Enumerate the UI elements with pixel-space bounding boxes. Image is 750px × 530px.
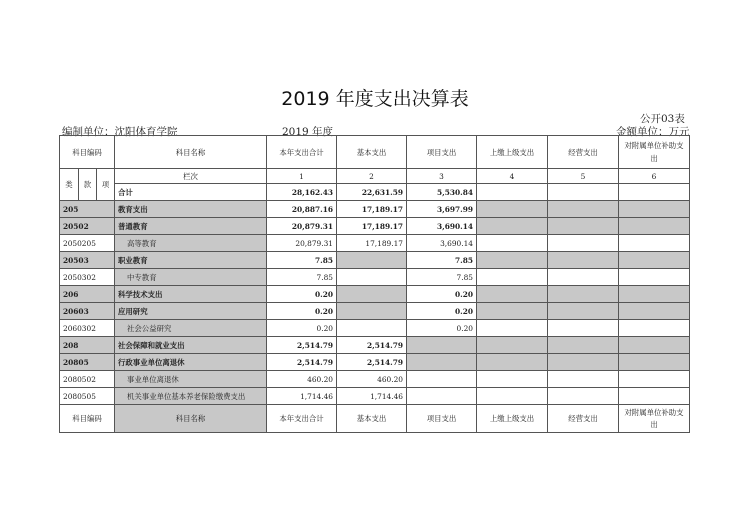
- row-project: 0.20: [407, 320, 477, 337]
- row-project: 3,690.14: [407, 235, 477, 252]
- page-title: 2019 年度支出决算表: [281, 88, 469, 110]
- row-name: 社会保障和就业支出: [115, 337, 267, 354]
- total-label: 合计: [115, 184, 267, 201]
- table-row: [60, 252, 690, 269]
- total-row: [60, 184, 690, 201]
- row-basic: [337, 269, 407, 286]
- header-business: 经营支出: [548, 136, 619, 169]
- row-project: 7.85: [407, 269, 477, 286]
- row-total: 460.20: [267, 371, 337, 388]
- table-row: [60, 388, 690, 405]
- col-index-1: 1: [267, 169, 337, 184]
- header-subsidy: 对附属单位补助支出: [619, 136, 690, 169]
- row-name: 应用研究: [115, 303, 267, 320]
- row-basic: 1,714.46: [337, 388, 407, 405]
- row-basic: [337, 286, 407, 303]
- row-total: 7.85: [267, 269, 337, 286]
- row-total: 20,879.31: [267, 218, 337, 235]
- row-name: 行政事业单位离退休: [115, 354, 267, 371]
- col-index-2: 2: [337, 169, 407, 184]
- row-code: 2080502: [60, 371, 115, 388]
- row-code: 206: [60, 286, 115, 303]
- table-row: [60, 286, 690, 303]
- table-row: [60, 269, 690, 286]
- row-project: 3,697.99: [407, 201, 477, 218]
- column-index-row: [60, 169, 690, 184]
- header-kuan: 款: [79, 169, 97, 201]
- row-total: 20,879.31: [267, 235, 337, 252]
- footer-business: 经营支出: [548, 405, 619, 433]
- row-basic: [337, 320, 407, 337]
- col-index-5: 5: [548, 169, 619, 184]
- header-basic: 基本支出: [337, 136, 407, 169]
- row-name: 中专教育: [115, 269, 267, 286]
- row-name: 普通教育: [115, 218, 267, 235]
- row-project: 0.20: [407, 286, 477, 303]
- header-project: 项目支出: [407, 136, 477, 169]
- row-total: 2,514.79: [267, 354, 337, 371]
- row-total: 1,714.46: [267, 388, 337, 405]
- fiscal-year: 2019 年度: [282, 126, 334, 138]
- row-project: 0.20: [407, 303, 477, 320]
- row-code: 20503: [60, 252, 115, 269]
- row-name: 科学技术支出: [115, 286, 267, 303]
- row-project: [407, 388, 477, 405]
- table-row: [60, 371, 690, 388]
- row-code: 20502: [60, 218, 115, 235]
- row-total: 20,887.16: [267, 201, 337, 218]
- table-row: [60, 303, 690, 320]
- footer-total: 本年支出合计: [267, 405, 337, 433]
- row-basic: 17,189.17: [337, 235, 407, 252]
- row-project: [407, 371, 477, 388]
- row-basic: 2,514.79: [337, 337, 407, 354]
- row-code: 20603: [60, 303, 115, 320]
- table-number: 公开03表: [640, 113, 685, 125]
- row-total: 0.20: [267, 320, 337, 337]
- col-index-3: 3: [407, 169, 477, 184]
- table-row: [60, 337, 690, 354]
- table-row: [60, 354, 690, 371]
- col-index-4: 4: [477, 169, 548, 184]
- header-xiang: 项: [97, 169, 115, 201]
- row-basic: 17,189.17: [337, 218, 407, 235]
- header-name: 科目名称: [115, 136, 267, 169]
- header-upper: 上缴上级支出: [477, 136, 548, 169]
- row-name: 社会公益研究: [115, 320, 267, 337]
- header-total: 本年支出合计: [267, 136, 337, 169]
- row-project: [407, 337, 477, 354]
- row-total: 0.20: [267, 286, 337, 303]
- row-code: 208: [60, 337, 115, 354]
- table-row: [60, 235, 690, 252]
- row-basic: 17,189.17: [337, 201, 407, 218]
- table-footer-row: [60, 405, 690, 433]
- header-lei: 类: [60, 169, 79, 201]
- row-basic: [337, 303, 407, 320]
- amount-unit: 金额单位：万元: [616, 126, 690, 138]
- row-name: 教育支出: [115, 201, 267, 218]
- footer-upper: 上缴上级支出: [477, 405, 548, 433]
- row-basic: [337, 252, 407, 269]
- row-code: 2080505: [60, 388, 115, 405]
- row-total: 0.20: [267, 303, 337, 320]
- footer-basic: 基本支出: [337, 405, 407, 433]
- row-project: 7.85: [407, 252, 477, 269]
- row-code: 20805: [60, 354, 115, 371]
- footer-subsidy: 对附属单位补助支出: [619, 405, 690, 433]
- total-amount: 28,162.43: [267, 184, 337, 201]
- row-project: [407, 354, 477, 371]
- row-name: 机关事业单位基本养老保险缴费支出: [115, 388, 267, 405]
- row-basic: 460.20: [337, 371, 407, 388]
- footer-name: 科目名称: [115, 405, 267, 433]
- row-name: 事业单位离退休: [115, 371, 267, 388]
- row-code: 2050205: [60, 235, 115, 252]
- header-lanci: 栏次: [115, 169, 267, 184]
- row-basic: 2,514.79: [337, 354, 407, 371]
- row-name: 高等教育: [115, 235, 267, 252]
- compiling-unit: 编制单位：沈阳体育学院: [62, 126, 178, 138]
- footer-code: 科目编码: [60, 405, 115, 433]
- table-header-row: [60, 136, 690, 169]
- col-index-6: 6: [619, 169, 690, 184]
- row-code: 2050302: [60, 269, 115, 286]
- row-total: 2,514.79: [267, 337, 337, 354]
- table-row: [60, 320, 690, 337]
- row-code: 2060302: [60, 320, 115, 337]
- row-total: 7.85: [267, 252, 337, 269]
- table-row: [60, 201, 690, 218]
- total-project: 5,530.84: [407, 184, 477, 201]
- header-code: 科目编码: [60, 136, 115, 169]
- row-code: 205: [60, 201, 115, 218]
- total-basic: 22,631.59: [337, 184, 407, 201]
- row-name: 职业教育: [115, 252, 267, 269]
- row-project: 3,690.14: [407, 218, 477, 235]
- expenditure-table: [59, 135, 690, 433]
- table-row: [60, 218, 690, 235]
- footer-project: 项目支出: [407, 405, 477, 433]
